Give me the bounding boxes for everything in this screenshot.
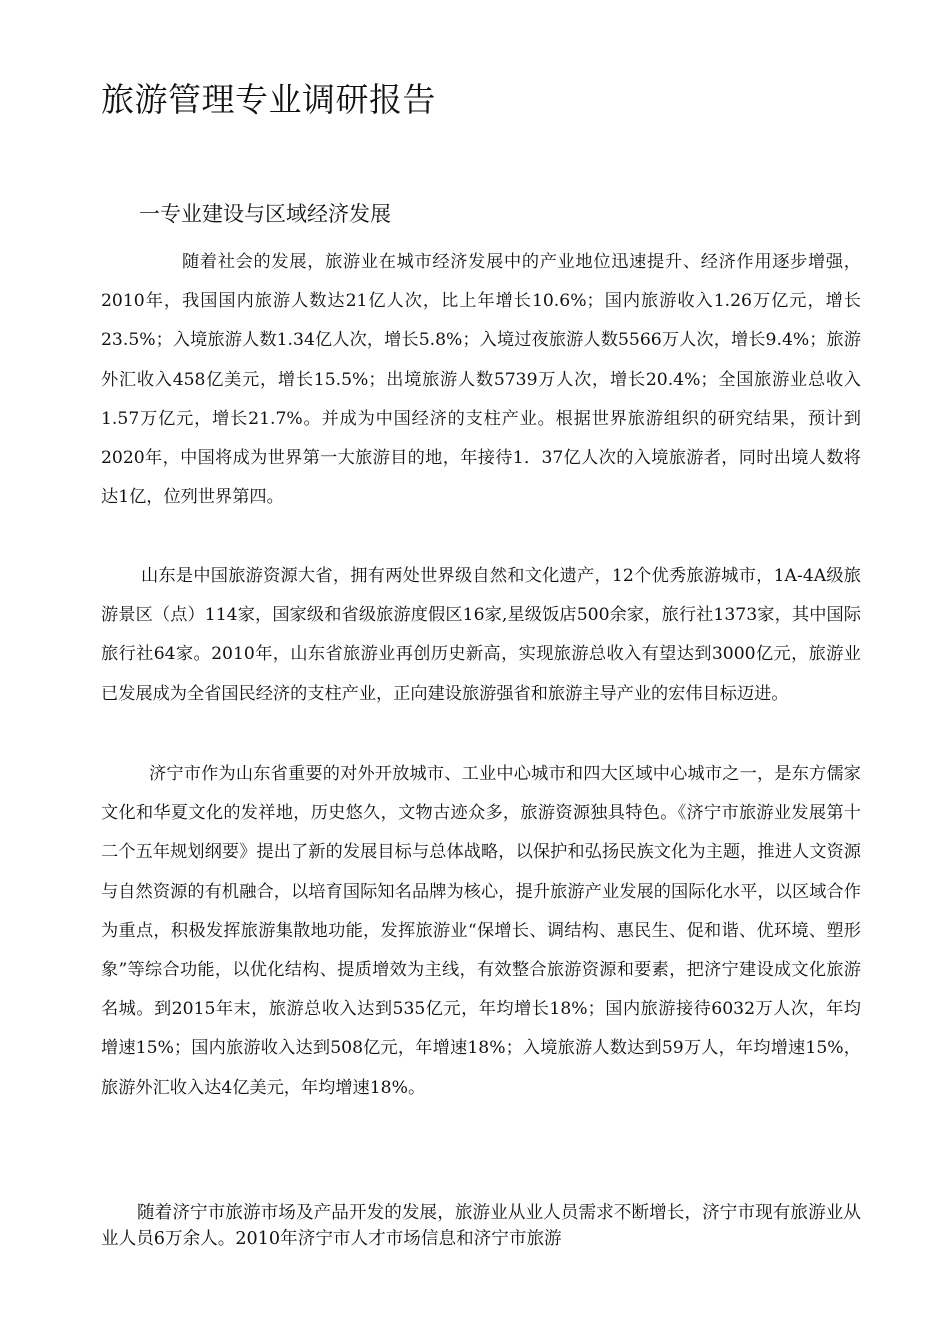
paragraph-national-tourism: 随着社会的发展，旅游业在城市经济发展中的产业地位迅速提升、经济作用逐步增强，2010年，我国国内旅游人数达21亿人次，比上年增长10.6%；国内旅游收入1.26万亿元，增长23.5%；入境旅游人数1.34亿人次，增长5.8%；入境过夜旅游人数5566万人次，增长9.4%；旅游外汇收入458亿美元，增长15.5%；出境旅游人数5739万人次，增长20.4%；全国旅游业总收入1.57万亿元，增长21.7%。并成为中国经济的支柱产业。根据世界旅游组织的研究结果，预计到2020年，中国将成为世界第一大旅游目的地，年接待1．37亿人次的入境旅游者，同时出境人数将达1亿，位列世界第四。 (101, 252, 861, 508)
paragraph-jining-workforce: 随着济宁市旅游市场及产品开发的发展，旅游业从业人员需求不断增长，济宁市现有旅游业从业人员6万余人。2010年济宁市人才市场信息和济宁市旅游 (101, 1203, 861, 1249)
section-heading: 一专业建设与区域经济发展 (139, 202, 391, 226)
document-title: 旅游管理专业调研报告 (101, 80, 436, 119)
paragraph-shandong-tourism: 山东是中国旅游资源大省，拥有两处世界级自然和文化遗产，12个优秀旅游城市，1A-4A级旅游景区（点）114家，国家级和省级旅游度假区16家,星级饭店500余家，旅行社1373家，其中国际旅行社64家。2010年，山东省旅游业再创历史新高，实现旅游总收入有望达到3000亿元，旅游业已发展成为全省国民经济的支柱产业，正向建设旅游强省和旅游主导产业的宏伟目标迈进。 (101, 566, 861, 704)
paragraph-jining-tourism: 济宁市作为山东省重要的对外开放城市、工业中心城市和四大区域中心城市之一，是东方儒家文化和华夏文化的发祥地，历史悠久，文物古迹众多，旅游资源独具特色。《济宁市旅游业发展第十二个五年规划纲要》提出了新的发展目标与总体战略，以保护和弘扬民族文化为主题，推进人文资源与自然资源的有机融合，以培育国际知名品牌为核心，提升旅游产业发展的国际化水平，以区域合作为重点，积极发挥旅游集散地功能，发挥旅游业“保增长、调结构、惠民生、促和谐、优环境、塑形象”等综合功能，以优化结构、提质增效为主线，有效整合旅游资源和要素，把济宁建设成文化旅游名城。到2015年末，旅游总收入达到535亿元，年均增长18%；国内旅游接待6032万人次，年均增速15%；国内旅游收入达到508亿元，年增速18%；入境旅游人数达到59万人，年均增速15%，旅游外汇收入达4亿美元，年均增速18%。 (101, 764, 861, 1098)
